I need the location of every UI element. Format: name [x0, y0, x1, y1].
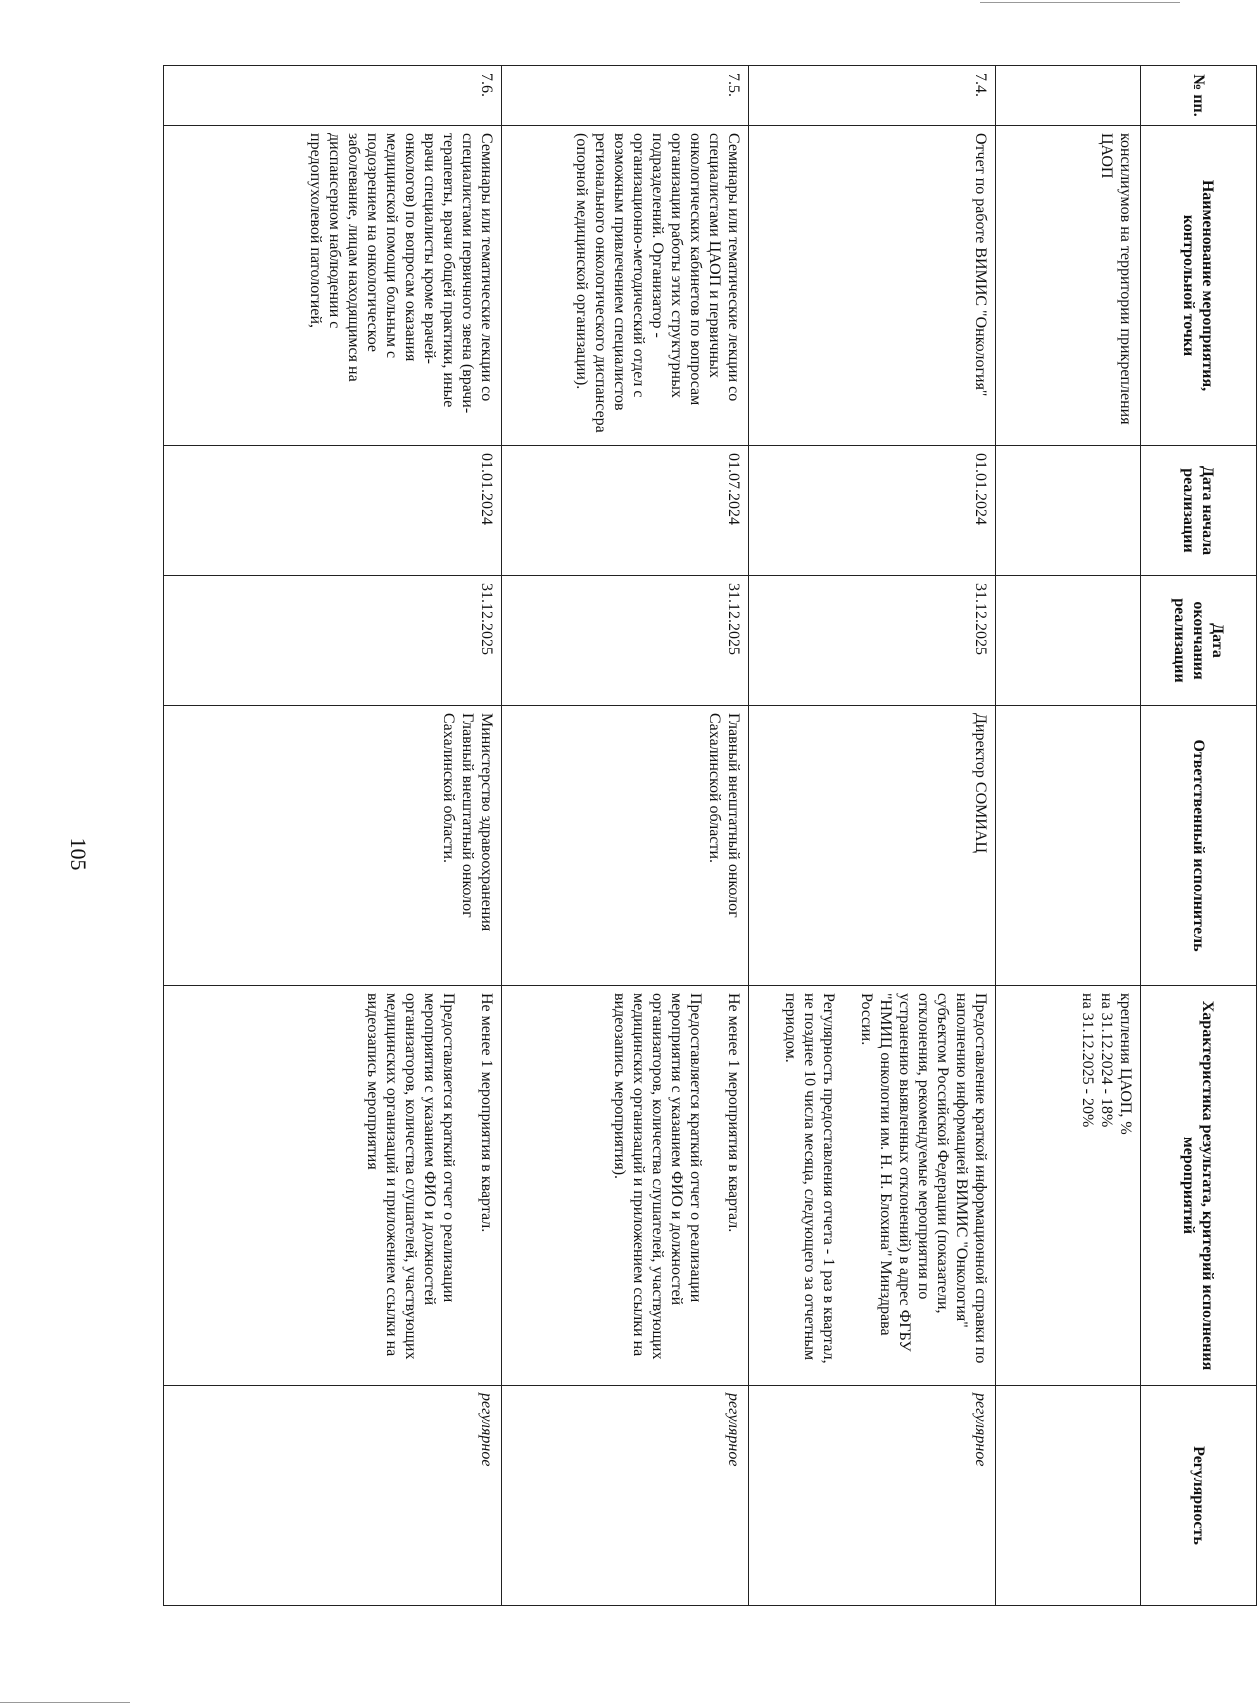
result-paragraph: Не менее 1 мероприятия в квартал.: [725, 993, 742, 1233]
cell-name: Семинары или тематические лекции со специалистами первичного звена (врачи-терапевты, врачи общей практики, иные врачи специалисты кроме врачей-онкологов) по вопросам оказания медицинской помощи больным с подозрением на онкологическое заболевание, лицам находящимся на диспансерном наблюдении с предопухолевой патологией,: [164, 126, 502, 446]
result-line: на 31.12.2024 - 18%: [1098, 993, 1115, 1128]
cell-num: 7.5.: [502, 66, 749, 126]
cell-executor: Главный внештатный онколог Сахалинской области.: [502, 706, 749, 986]
result-line: крепления ЦАОП, %: [1117, 993, 1134, 1135]
header-result: Характеристика результата, критерий исполнения мероприятий: [1141, 986, 1257, 1386]
scan-edge-line: [0, 1702, 130, 1703]
header-start-date: Дата начала реализации: [1141, 446, 1257, 576]
header-executor: Ответственный исполнитель: [1141, 706, 1257, 986]
cell-end: [996, 576, 1141, 706]
rotated-table-container: [164, 65, 1257, 1605]
cell-start: 01.01.2024: [749, 446, 996, 576]
page-number: 105: [66, 837, 91, 871]
table-header-row: [1141, 66, 1257, 1606]
scan-edge-line: [980, 2, 1180, 3]
cell-result: [164, 986, 502, 1386]
cell-result: [996, 986, 1141, 1386]
cell-num: [996, 66, 1141, 126]
events-table: [163, 65, 1257, 1606]
header-num: № пп.: [1141, 66, 1257, 126]
result-paragraph: Предоставляется краткий отчет о реализации мероприятия с указанием ФИО и должностей организаторов, количества слушателей, участвующих медицинских организаций и приложением ссылки на видеозапись мероприятия).: [611, 993, 704, 1360]
header-end-date: Дата окончания реализации: [1141, 576, 1257, 706]
cell-end: 31.12.2025: [502, 576, 749, 706]
cell-regularity: [996, 1386, 1141, 1606]
cell-start: [996, 446, 1141, 576]
cell-name: Отчет по работе ВИМИС "Онкология": [749, 126, 996, 446]
cell-regularity: регулярное: [164, 1386, 502, 1606]
header-regularity: Регулярность: [1141, 1386, 1257, 1606]
cell-result: [749, 986, 996, 1386]
cell-executor: [996, 706, 1141, 986]
cell-end: 31.12.2025: [749, 576, 996, 706]
cell-end: 31.12.2025: [164, 576, 502, 706]
cell-regularity: регулярное: [749, 1386, 996, 1606]
result-paragraph: Предоставление краткой информационной справки по наполнению информацией ВИМИС "Онкология" субъектом Российской Федерации (показатели, отклонения, рекомендуемые мероприятия по устранению выявленных отклонений) в адрес ФГБУ "НМИЦ онкологии им. Н. Н. Блохина" Минздрава России.: [858, 993, 989, 1364]
cell-name: Семинары или тематические лекции со специалистами ЦАОП и первичных онкологических кабинетов по вопросам организации работы этих структурных подразделений. Организатор - организационно-методический отдел с возможным привлечением специалистов регионального онкологического диспансера (опорной медицинской организации).: [502, 126, 749, 446]
cell-executor: Директор СОМИАЦ: [749, 706, 996, 986]
result-paragraph: Регулярность предоставления отчета - 1 раз в квартал, не позднее 10 числа месяца, следующего за отчетным периодом.: [782, 993, 837, 1364]
header-name: Наименование мероприятия, контрольной точки: [1141, 126, 1257, 446]
table-row: [749, 66, 996, 1606]
cell-num: 7.4.: [749, 66, 996, 126]
result-paragraph: Предоставляется краткий отчет о реализации мероприятия с указанием ФИО и должностей организаторов, количества слушателей, участвующих медицинских организаций и приложением ссылки на видеозапись мероприятия: [364, 993, 457, 1360]
cell-name: консилиумов на территории прикрепления ЦАОП: [996, 126, 1141, 446]
result-line: на 31.12.2025 - 20%: [1079, 993, 1096, 1128]
table-row: [996, 66, 1141, 1606]
table-row: [502, 66, 749, 1606]
cell-executor: Министерство здравоохранения Главный внештатный онколог Сахалинской области.: [164, 706, 502, 986]
result-paragraph: Не менее 1 мероприятия в квартал.: [478, 993, 495, 1233]
table-row: [164, 66, 502, 1606]
cell-start: 01.07.2024: [502, 446, 749, 576]
cell-num: 7.6.: [164, 66, 502, 126]
cell-result: [502, 986, 749, 1386]
cell-start: 01.01.2024: [164, 446, 502, 576]
cell-regularity: регулярное: [502, 1386, 749, 1606]
